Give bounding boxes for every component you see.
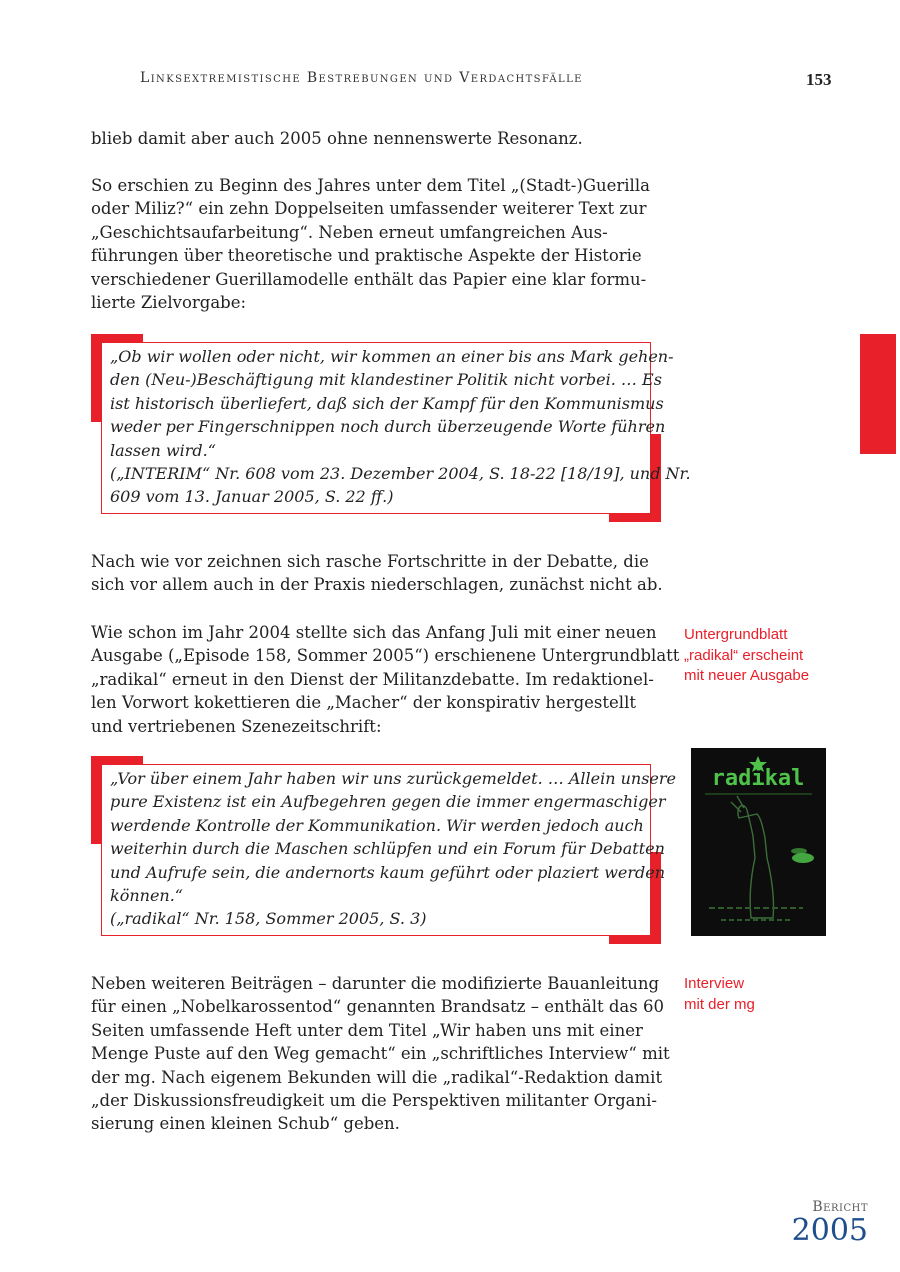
text-line: Wie schon im Jahr 2004 stellte sich das Anfang Juli mit einer neuen (91, 623, 657, 642)
quote-line: können.“ (110, 886, 183, 906)
paragraph-4 (91, 621, 680, 738)
margin-note-interview (684, 974, 854, 1015)
margin-note-line: Untergrundblatt (684, 626, 788, 643)
text-line: oder Miliz?“ ein zehn Doppelseiten umfassender weiterer Text zur (91, 199, 647, 219)
quote-line: lassen wird.“ (110, 440, 216, 460)
chapter-tab-marker (860, 334, 896, 454)
blockquote-interim (91, 334, 691, 522)
text-line: der mg. Nach eigenem Bekunden will die „radikal“-Redaktion damit (91, 1067, 663, 1087)
cover-art (691, 748, 826, 936)
page-number: 153 (806, 70, 832, 89)
text-line: und vertriebenen Szenezeitschrift: (91, 716, 382, 736)
quote-source: („radikal“ Nr. 158, Sommer 2005, S. 3) (110, 909, 427, 929)
text-line: lierte Zielvorgabe: (91, 293, 247, 313)
footer-word: Bericht (812, 1199, 868, 1215)
margin-note-line: „radikal“ erscheint (684, 646, 804, 664)
text-line: len Vorwort kokettieren die „Macher“ der konspirativ hergestellt (91, 693, 636, 713)
text-line: Seiten umfassende Heft unter dem Titel „Wir haben uns mit einer (91, 1020, 643, 1040)
quote-line: ist historisch überliefert, daß sich der Kampf für den Kommunismus (110, 393, 664, 413)
footer-year: 2005 (791, 1213, 868, 1248)
text-line: „der Diskussionsfreudigkeit um die Perspektiven militanter Organi- (91, 1091, 657, 1111)
cover-masthead: radikal (711, 766, 805, 791)
quote-line: und Aufrufe sein, die andernorts kaum geführt oder plaziert werden (110, 862, 666, 882)
quote-line: weder per Fingerschnippen noch durch überzeugende Worte führen (110, 417, 666, 437)
quote-box (101, 764, 677, 936)
quote-box (101, 342, 691, 514)
paragraph-5 (91, 972, 670, 1136)
quote-line: weiterhin durch die Maschen schlüpfen und ein Forum für Debatten (110, 839, 665, 859)
text-line: für einen „Nobelkarossentod“ genannten Brandsatz – enthält das 60 (91, 997, 664, 1017)
text-line: So erschien zu Beginn des Jahres unter dem Titel „(Stadt-)Guerilla (91, 176, 650, 195)
text-line: blieb damit aber auch 2005 ohne nennenswerte Resonanz. (91, 129, 583, 148)
text-line: führungen über theoretische und praktische Aspekte der Historie (91, 246, 642, 266)
text-line: Nach wie vor zeichnen sich rasche Fortschritte in der Debatte, die (91, 552, 649, 571)
text-line: Menge Puste auf den Weg gemacht“ ein „schriftliches Interview“ mit (91, 1044, 670, 1064)
paragraph-3 (91, 550, 663, 597)
quote-line: „Vor über einem Jahr haben wir uns zurückgemeldet. … Allein unsere (110, 769, 677, 788)
margin-note-radikal (684, 625, 854, 687)
quote-line: werdende Kontrolle der Kommunikation. Wir werden jedoch auch (110, 815, 644, 835)
paragraph-1 (91, 127, 663, 150)
text-line: verschiedener Guerillamodelle enthält das Papier eine klar formu- (91, 269, 647, 289)
text-line: „Geschichtsaufarbeitung“. Neben erneut umfangreichen Aus- (91, 222, 608, 242)
quote-source: („INTERIM“ Nr. 608 vom 23. Dezember 2004, S. 18-22 [18/19], und Nr. (110, 464, 691, 484)
paragraph-2 (91, 174, 663, 314)
quote-line: pure Existenz ist ein Aufbegehren gegen die immer engermaschiger (110, 792, 666, 812)
running-title: Linksextremistische Bestrebungen und Verdachtsfälle (140, 70, 583, 86)
report-footer (790, 1198, 868, 1246)
text-line: Neben weiteren Beiträgen – darunter die modifizierte Bauanleitung (91, 974, 660, 993)
margin-note-line: Interview (684, 975, 745, 992)
quote-line: den (Neu-)Beschäftigung mit klandestiner Politik nicht vorbei. … Es (110, 370, 662, 390)
radikal-cover-image (691, 748, 826, 936)
quote-line: „Ob wir wollen oder nicht, wir kommen an einer bis ans Mark gehen- (110, 347, 674, 366)
quote-source: 609 vom 13. Januar 2005, S. 22 ff.) (110, 487, 394, 507)
text-line: „radikal“ erneut in den Dienst der Militanzdebatte. Im redaktionel- (91, 669, 654, 689)
margin-note-line: mit neuer Ausgabe (684, 667, 810, 684)
text-line: Ausgabe („Episode 158, Sommer 2005“) erschienene Untergrundblatt (91, 646, 680, 666)
text-line: sich vor allem auch in der Praxis niederschlagen, zunächst nicht ab. (91, 575, 663, 595)
margin-note-line: mit der mg (684, 995, 755, 1013)
text-line: sierung einen kleinen Schub“ geben. (91, 1114, 400, 1134)
blockquote-radikal (91, 756, 677, 944)
